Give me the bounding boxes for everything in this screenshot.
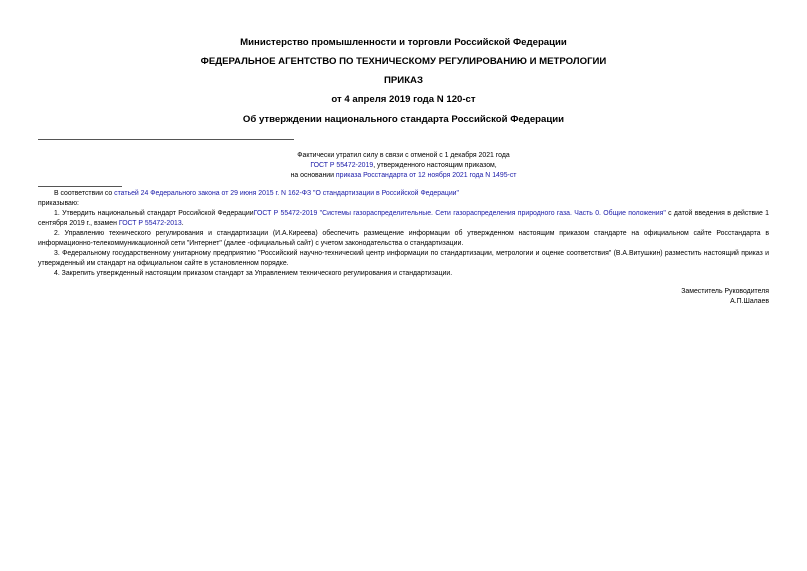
status-note-line3: [0, 171, 807, 181]
status-note-line3-prefix: на основании: [290, 172, 336, 179]
federal-law-link[interactable]: статьей 24 Федерального закона от 29 июня 2015 г. N 162-ФЗ "О стандартизации в Российской Федерации": [114, 190, 459, 197]
status-note-line2-rest: , утвержденного настоящим приказом,: [373, 162, 497, 169]
item-1-paragraph: [38, 209, 769, 229]
doc-type-title: ПРИКАЗ: [384, 75, 423, 86]
item-1-prefix: 1. Утвердить национальный стандарт Российской Федерации: [54, 210, 254, 217]
separator-line-top: [38, 139, 294, 140]
signatory-position: Заместитель Руководителя: [681, 288, 769, 295]
item-4-paragraph: 4. Закрепить утвержденный настоящим приказом стандарт за Управлением технического регулирования и стандартизации.: [54, 270, 453, 277]
item-1-end: .: [181, 220, 184, 227]
item-1-mid: с датой введения в действие 1 сентября 2019 г., взамен: [38, 210, 769, 227]
item-3-paragraph: 3. Федеральному государственному унитарному предприятию "Российский научно-технический центр информации по стандартизации, метрологии и оценке соответствия" (В.А.Витушкин) разместить настоящий приказ и утвержденный им стандарт на официальном сайте в установленном порядке.: [38, 250, 769, 267]
date-number-title: от 4 апреля 2019 года N 120-ст: [331, 94, 476, 105]
gost-2019-link[interactable]: ГОСТ Р 55472-2019: [310, 162, 374, 169]
rosstandart-order-link[interactable]: приказа Росстандарта от 12 ноября 2021 года N 1495-ст: [335, 172, 517, 179]
document-body: [38, 189, 769, 279]
ministry-title: Министерство промышленности и торговли Российской Федерации: [240, 37, 567, 48]
gost-2019-title-link[interactable]: ГОСТ Р 55472-2019 "Системы газораспределительные. Сети газораспределения природного газа. Часть 0. Общие положения": [253, 210, 666, 217]
gost-2013-link[interactable]: ГОСТ Р 55472-2013: [118, 220, 182, 227]
preamble-prefix: В соответствии со: [54, 190, 115, 197]
signatory-name: А.П.Шалаев: [730, 298, 769, 305]
separator-line-short: [38, 186, 122, 187]
status-note-line2: [0, 161, 807, 171]
agency-title: ФЕДЕРАЛЬНОЕ АГЕНТСТВО ПО ТЕХНИЧЕСКОМУ РЕГУЛИРОВАНИЮ И МЕТРОЛОГИИ: [200, 56, 607, 67]
order-word: приказываю:: [38, 200, 79, 207]
status-note-line1: Фактически утратил силу в связи с отменой с 1 декабря 2021 года: [297, 152, 510, 159]
subject-title: Об утверждении национального стандарта Российской Федерации: [242, 114, 565, 125]
preamble-paragraph: [38, 189, 769, 199]
item-2-paragraph: 2. Управлению технического регулирования и стандартизации (И.А.Киреева) обеспечить размещение информации об утвержденном настоящим приказом стандарте на официальном сайте Росстандарта в информационно-телекоммуникационной сети "Интернет" (далее -официальный сайт) с учетом законодательства о стандартизации.: [38, 230, 769, 247]
